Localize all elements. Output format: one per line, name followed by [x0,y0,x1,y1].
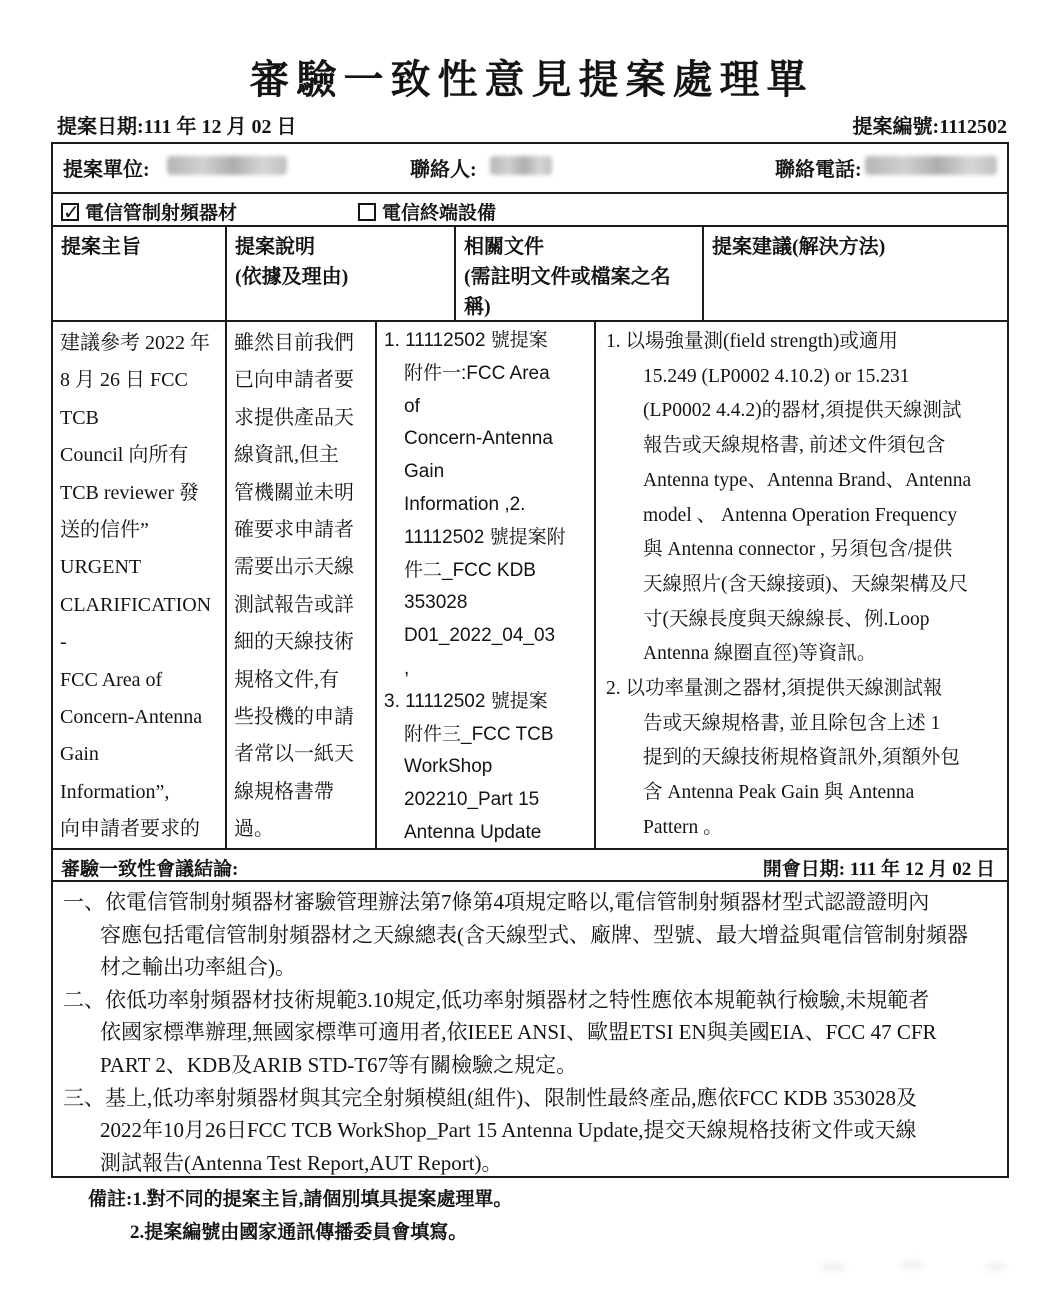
table-body-row [53,322,1007,850]
unchecked-checkbox-icon [358,203,376,221]
regulated-rf-label: 電信管制射頻器材 [85,203,238,224]
cell-description: 雖然目前我們 已向申請者要 求提供產品天 線資訊,但主 管機關並未明 確要求申請者 需要出示天線 測試報告或詳 細的天線技術 規格文件,有 些投機的申請 者常以一紙天 線規格書帶 過。 [227,322,377,848]
checked-checkbox-icon [61,203,79,221]
cell-documents: 1. 11112502 號提案 附件一:FCC Area of Concern-Antenna Gain Information ,2. 11112502 號提案附 件二_FCC KDB 353028 D01_2022_04_03 , 3. 11112502 號提案 附件三_FCC TCB WorkShop 202210_Part 15 Antenna Update [377,322,596,848]
header-subject: 提案主旨 [53,227,227,320]
phone-label: 聯絡電話: [775,159,862,181]
meta-row [57,110,1007,139]
page-title: 審驗一致性意見提案處理單 [249,57,814,102]
device-type-regulated [61,198,237,225]
meeting-date: 開會日期: 111 年 12 月 02 日 [762,859,995,880]
footer-notes [88,1184,512,1244]
header-documents: 相關文件 (需註明文件或檔案之名 稱) [456,227,704,320]
form-table [51,142,1009,1178]
contact-value-redacted [490,156,552,175]
conclusion-label: 審驗一致性會議結論: [61,859,239,880]
proposal-date: 提案日期:111 年 12 月 02 日 [57,116,297,138]
cell-subject: 建議參考 2022 年 8 月 26 日 FCC TCB Council 向所有 TCB reviewer 發 送的信件” URGENT CLARIFICATION - FCC Area of Concern-Antenna Gain Information”, 向申請者要求的 [53,322,227,848]
phone-value-redacted [865,156,997,175]
conclusion-body: 一、依電信管制射頻器材審驗管理辦法第7條第4項規定略以,電信管制射頻器材型式認證證明內 容應包括電信管制射頻器材之天線總表(含天線型式、廠牌、型號、最大增益與電信管制射頻器 材之輸出功率組合)。 二、依低功率射頻器材技術規範3.10規定,低功率射頻器材之特性應依本規範執行檢驗,未規範者 依國家標準辦理,無國家標準可適用者,依IEEE ANSI、歐盟ETSI EN與美國EIA、FCC 47 CFR PART 2、KDB及ARIB STD-T67等有關檢驗之規定。 三、基上,低功率射頻器材與其完全射頻模組(組件)、限制性最終產品,應依FCC KDB 353028及 2022年10月26日FCC TCB WorkShop_Part 15 Antenna Update,提交天線規格技術文件或天線 測試報告(Antenna Test Report,AUT Report)。 [63,890,968,1175]
unit-label: 提案單位: [63,159,150,181]
note-1: 備註:1.對不同的提案主旨,請個別填具提案處理單。 [88,1189,513,1210]
unit-contact-row [53,144,1007,194]
header-suggestion: 提案建議(解決方法) [712,236,886,258]
proposal-number: 提案編號:1112502 [852,116,1007,138]
contact-label: 聯絡人: [410,159,477,181]
cell-suggestion: 1. 以場強量測(field strength)或適用 15.249 (LP0002 4.10.2) or 15.231 (LP0002 4.4.2)的器材,須提供天線測試 報告或天線規格書, 前述文件須包含 Antenna type、Antenna Brand、Antenna model 、 Antenna Operation Frequency 與 Antenna connector , 另須包含/提供 天線照片(含天線接頭)、天線架構及尺 寸(天線長度與天線線長、例.Loop Antenna 線圈直徑)等資訊。 2. 以功率量測之器材,須提供天線測試報 告或天線規格書, 並且除包含上述 1 提到的天線技術規格資訊外,須額外包 含 Antenna Peak Gain 與 Antenna Pattern 。 [606,331,972,838]
scan-artifact [900,1260,924,1270]
conclusion-header-row [53,850,1007,882]
scan-artifact [985,1262,1007,1272]
scan-artifact [820,1262,846,1272]
note-2: 2.提案編號由國家通訊傳播委員會填寫。 [130,1222,468,1243]
unit-value-redacted [167,156,287,175]
header-description: 提案說明 (依據及理由) [227,227,456,320]
device-type-terminal [358,198,496,225]
device-type-row [53,194,1007,227]
table-header-row [53,227,1007,322]
terminal-equipment-label: 電信終端設備 [382,203,497,224]
